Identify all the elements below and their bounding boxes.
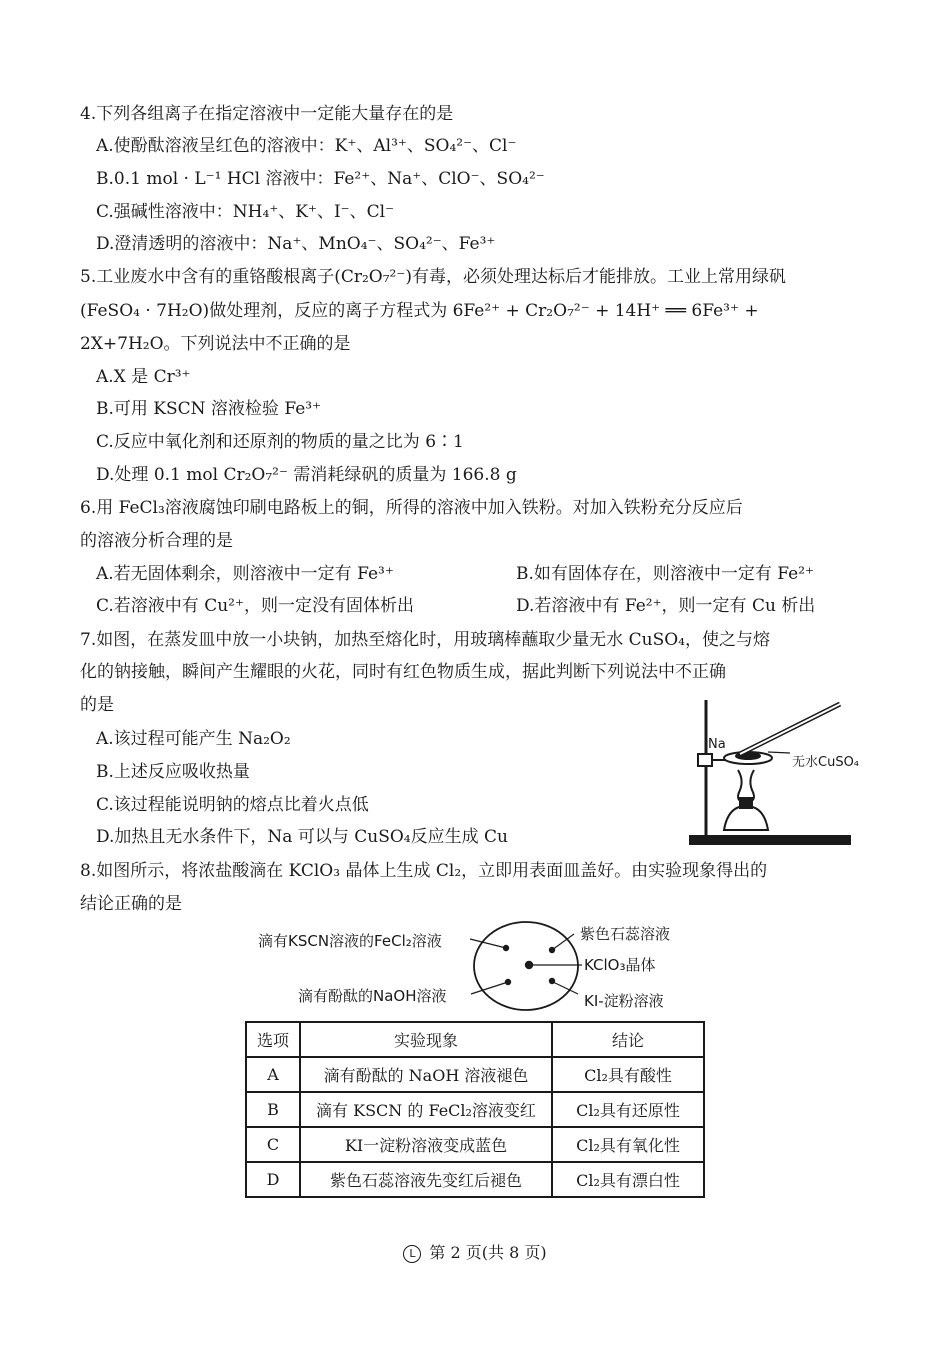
page-footer — [0, 1240, 950, 1263]
q8-fig-fecl2-label: 滴有KSCN溶液的FeCl₂溶液 — [258, 932, 442, 950]
q8-fig-ki-label: KI-淀粉溶液 — [584, 992, 664, 1010]
table-row — [246, 1162, 704, 1197]
table-cell: KI一淀粉溶液变成蓝色 — [300, 1127, 552, 1162]
paper-version-mark: L — [403, 1245, 421, 1263]
q8-answer-table — [245, 1021, 705, 1198]
q8-fig-naoh-label: 滴有酚酞的NaOH溶液 — [298, 987, 447, 1005]
q8-fig-kclo3-label: KClO₃晶体 — [584, 956, 656, 974]
table-cell: Cl₂具有氧化性 — [552, 1127, 704, 1162]
table-header: 结论 — [552, 1022, 704, 1057]
q4-stem: 4.下列各组离子在指定溶液中一定能大量存在的是 — [80, 104, 454, 124]
table-header: 实验现象 — [300, 1022, 552, 1057]
q4-option-a: A.使酚酞溶液呈红色的溶液中：K⁺、Al³⁺、SO₄²⁻、Cl⁻ — [96, 136, 517, 156]
table-row — [246, 1127, 704, 1162]
table-cell: Cl₂具有还原性 — [552, 1092, 704, 1127]
table-row — [246, 1057, 704, 1092]
q7-fig-na-label: Na — [708, 737, 726, 752]
q8-stem-1: 8.如图所示，将浓盐酸滴在 KClO₃ 晶体上生成 Cl₂，立即用表面皿盖好。由实验现象得出的 — [80, 861, 768, 881]
q5-option-c: C.反应中氧化剂和还原剂的物质的量之比为 6∶1 — [96, 432, 464, 452]
q7-apparatus-figure — [680, 690, 860, 850]
q6-stem-1: 6.用 FeCl₃溶液腐蚀印刷电路板上的铜，所得的溶液中加入铁粉。对加入铁粉充分反应后 — [80, 498, 743, 518]
q6-option-a: A.若无固体剩余，则溶液中一定有 Fe³⁺ — [96, 564, 394, 584]
q8-watch-glass-figure — [250, 920, 710, 1016]
q6-option-c: C.若溶液中有 Cu²⁺，则一定没有固体析出 — [96, 596, 414, 616]
q7-stem-3: 的是 — [80, 695, 114, 715]
q4-option-c: C.强碱性溶液中：NH₄⁺、K⁺、I⁻、Cl⁻ — [96, 202, 395, 222]
table-cell: B — [246, 1092, 300, 1127]
table-cell: 滴有酚酞的 NaOH 溶液褪色 — [300, 1057, 552, 1092]
q7-option-b: B.上述反应吸收热量 — [96, 762, 250, 782]
q5-stem-3: 2X+7H₂O。下列说法中不正确的是 — [80, 334, 351, 354]
page-number: 第 2 页(共 8 页) — [429, 1243, 547, 1262]
q5-option-a: A.X 是 Cr³⁺ — [96, 367, 191, 387]
table-row — [246, 1092, 704, 1127]
q4-option-d: D.澄清透明的溶液中：Na⁺、MnO₄⁻、SO₄²⁻、Fe³⁺ — [96, 234, 496, 254]
q6-option-d: D.若溶液中有 Fe²⁺，则一定有 Cu 析出 — [516, 596, 816, 616]
q7-option-d: D.加热且无水条件下，Na 可以与 CuSO₄反应生成 Cu — [96, 827, 508, 847]
q6-option-b: B.如有固体存在，则溶液中一定有 Fe²⁺ — [516, 564, 815, 584]
table-header-row — [246, 1022, 704, 1057]
q7-stem-2: 化的钠接触，瞬间产生耀眼的火花，同时有红色物质生成，据此判断下列说法中不正确 — [80, 662, 726, 682]
table-cell: A — [246, 1057, 300, 1092]
table-cell: D — [246, 1162, 300, 1197]
q5-option-b: B.可用 KSCN 溶液检验 Fe³⁺ — [96, 399, 322, 419]
q7-fig-cuso4-label: 无水CuSO₄ — [792, 755, 860, 770]
q5-stem-2: (FeSO₄ · 7H₂O)做处理剂，反应的离子方程式为 6Fe²⁺ + Cr₂O₇²⁻ + 14H⁺ ══ 6Fe³⁺ + — [80, 301, 759, 321]
q7-stem-1: 7.如图，在蒸发皿中放一小块钠，加热至熔化时，用玻璃棒蘸取少量无水 CuSO₄，使之与熔 — [80, 630, 770, 650]
q5-stem-1: 5.工业废水中含有的重铬酸根离子(Cr₂O₇²⁻)有毒，必须处理达标后才能排放。工业上常用绿矾 — [80, 267, 786, 287]
table-cell: 滴有 KSCN 的 FeCl₂溶液变红 — [300, 1092, 552, 1127]
table-cell: C — [246, 1127, 300, 1162]
q6-stem-2: 的溶液分析合理的是 — [80, 531, 233, 551]
q7-option-c: C.该过程能说明钠的熔点比着火点低 — [96, 795, 369, 815]
table-cell: 紫色石蕊溶液先变红后褪色 — [300, 1162, 552, 1197]
q4-option-b: B.0.1 mol · L⁻¹ HCl 溶液中：Fe²⁺、Na⁺、ClO⁻、SO₄²⁻ — [96, 169, 545, 189]
q5-option-d: D.处理 0.1 mol Cr₂O₇²⁻ 需消耗绿矾的质量为 166.8 g — [96, 465, 517, 485]
q8-fig-litmus-label: 紫色石蕊溶液 — [580, 925, 671, 943]
q8-stem-2: 结论正确的是 — [80, 894, 182, 914]
table-header: 选项 — [246, 1022, 300, 1057]
q7-option-a: A.该过程可能产生 Na₂O₂ — [96, 729, 291, 749]
table-cell: Cl₂具有酸性 — [552, 1057, 704, 1092]
table-cell: Cl₂具有漂白性 — [552, 1162, 704, 1197]
